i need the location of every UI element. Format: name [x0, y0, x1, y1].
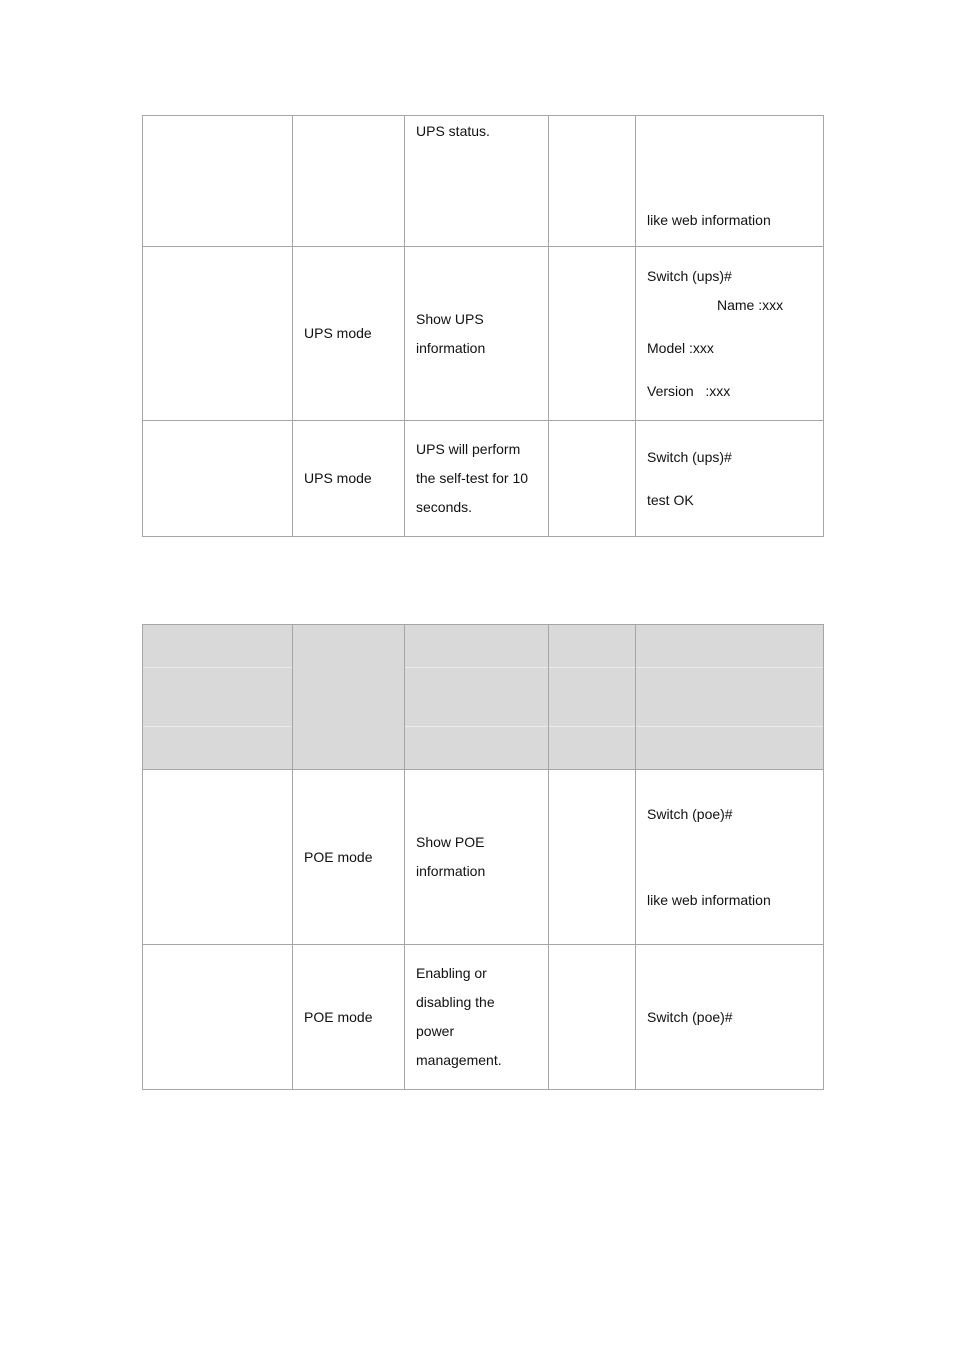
description-cell: [405, 945, 549, 1090]
mode-cell: POE mode: [293, 770, 405, 945]
example-cell: [636, 247, 824, 421]
description-line: Enabling or: [416, 965, 487, 981]
example-line: Switch (ups)#: [647, 267, 732, 284]
table-header-row: [143, 625, 824, 770]
example-cell: [636, 421, 824, 537]
header-cell: [549, 625, 636, 770]
description-line: power: [416, 1023, 455, 1039]
description-line: disabling the: [416, 994, 495, 1010]
header-cell: [143, 625, 293, 770]
description-line: information: [416, 339, 486, 356]
parameter-cell: [549, 945, 636, 1090]
table-row: [143, 770, 824, 945]
example-line: Model :xxx: [647, 339, 714, 356]
table-row: [143, 116, 824, 247]
poe-command-table: [142, 624, 824, 1090]
mode-cell: POE mode: [293, 945, 405, 1090]
description-cell: [405, 116, 549, 247]
header-cell: [293, 625, 405, 770]
description-line: Show POE: [416, 834, 485, 850]
example-cell: [636, 116, 824, 247]
command-cell: [143, 247, 293, 421]
command-cell: [143, 116, 293, 247]
example-line: like web information: [647, 891, 771, 908]
description-line: information: [416, 863, 486, 879]
description-cell: [405, 247, 549, 421]
description-line: seconds.: [416, 499, 473, 515]
table-row: [143, 421, 824, 537]
example-line: test OK: [647, 491, 694, 508]
example-cell: [636, 770, 824, 945]
example-line: Switch (ups)#: [647, 448, 732, 465]
example-line: Switch (poe)#: [647, 805, 733, 822]
command-cell: [143, 421, 293, 537]
table-row: [143, 247, 824, 421]
table-row: [143, 945, 824, 1090]
parameter-cell: [549, 116, 636, 247]
description-line: UPS status.: [416, 123, 490, 139]
parameter-cell: [549, 770, 636, 945]
mode-cell: [293, 116, 405, 247]
mode-cell: UPS mode: [293, 421, 405, 537]
description-cell: [405, 421, 549, 537]
description-line: the self-test for 10: [416, 470, 529, 486]
example-line: Name :xxx: [717, 296, 784, 313]
description-line: management.: [416, 1052, 502, 1068]
description-line: Show UPS: [416, 310, 484, 327]
command-cell: [143, 945, 293, 1090]
ups-command-table: [142, 115, 824, 537]
description-line: UPS will perform: [416, 441, 521, 457]
header-cell: [405, 625, 549, 770]
example-line: Switch (poe)#: [647, 1008, 733, 1025]
parameter-cell: [549, 421, 636, 537]
command-cell: [143, 770, 293, 945]
example-line: like web information: [647, 212, 771, 228]
parameter-cell: [549, 247, 636, 421]
header-cell: [636, 625, 824, 770]
mode-cell: UPS mode: [293, 247, 405, 421]
description-cell: [405, 770, 549, 945]
example-cell: [636, 945, 824, 1090]
example-line: Version :xxx: [647, 382, 731, 399]
